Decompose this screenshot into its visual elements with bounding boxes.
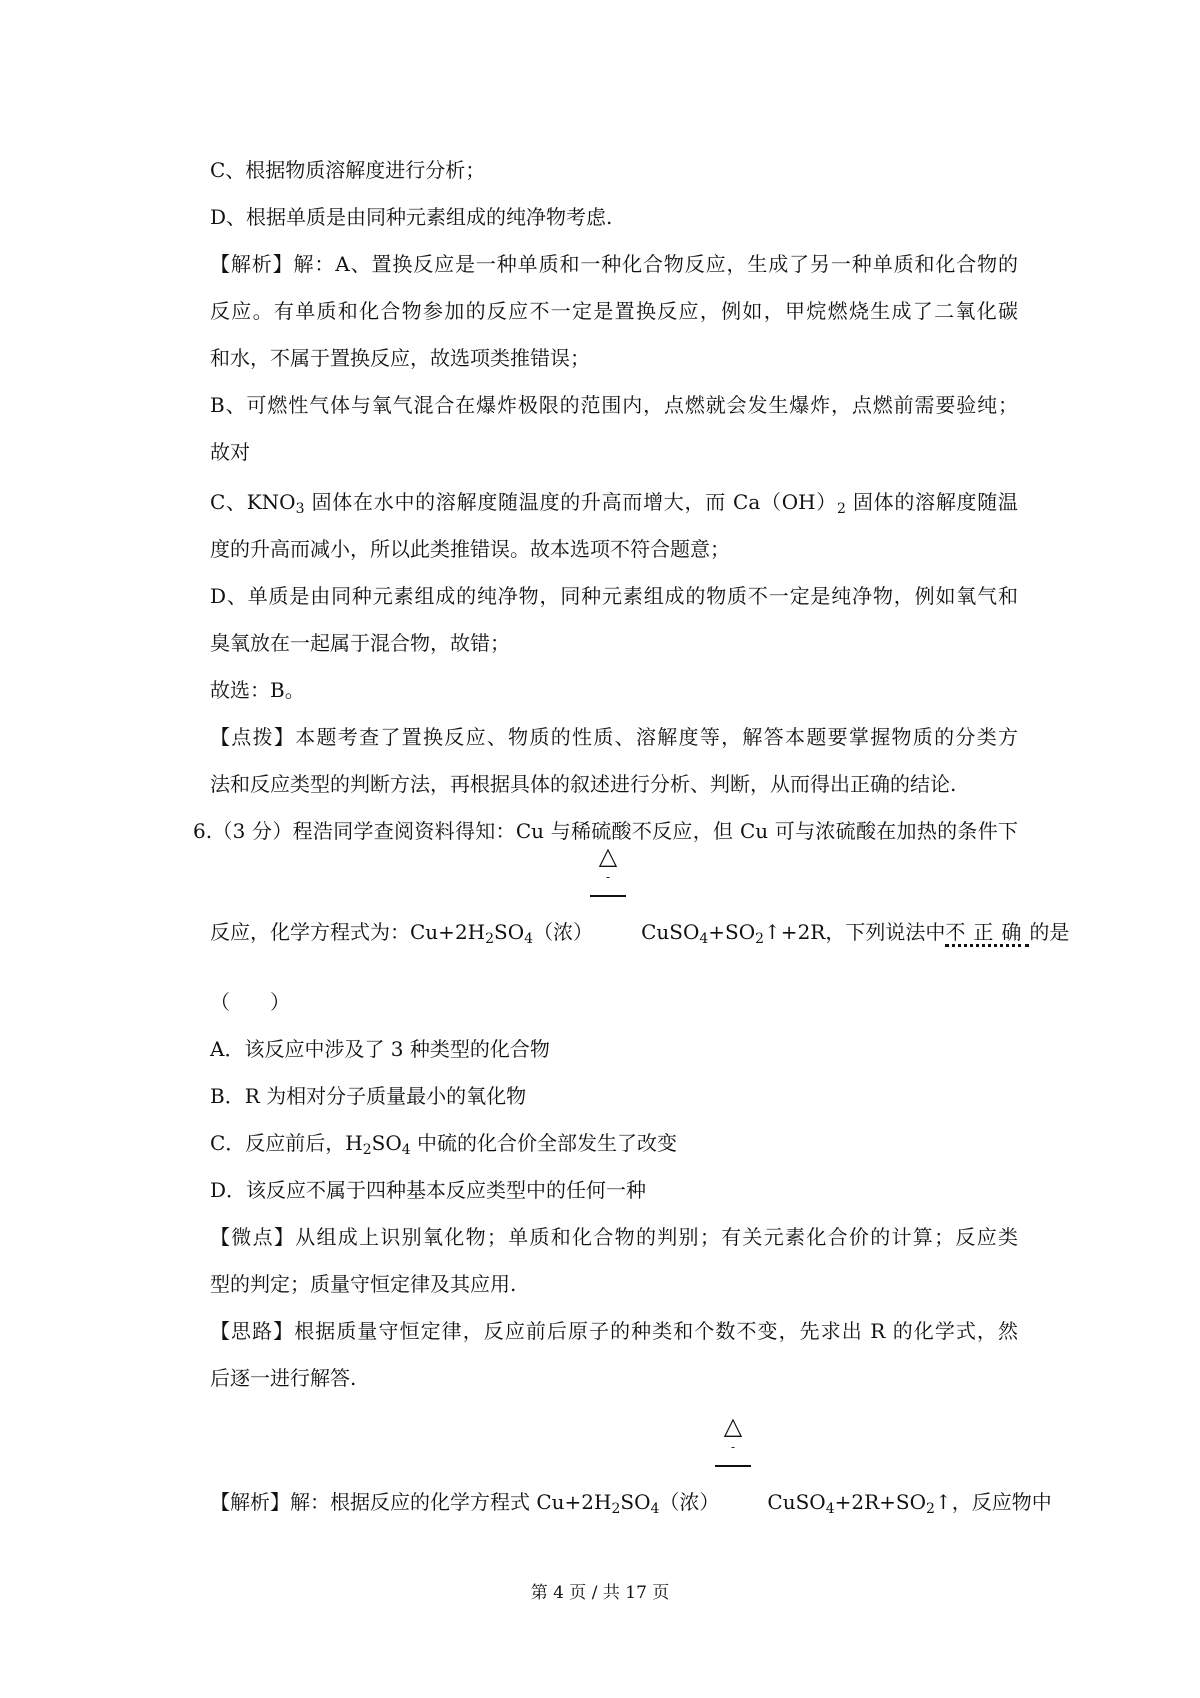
page-footer: 第 4 页 / 共 17 页 <box>530 1583 670 1603</box>
dash-mark: - <box>605 870 611 884</box>
analysis-line: 【解析】解：A、置换反应是一种单质和一种化合物反应，生成了另一种单质和化合物的 <box>210 252 1018 276</box>
answer-brackets: （ ） <box>210 990 290 1014</box>
dash-mark: - <box>730 1440 736 1454</box>
option-d: D．该反应不属于四种基本反应类型中的任何一种 <box>210 1178 647 1202</box>
text-line: 故对 <box>210 440 250 464</box>
tip-line: 【点拨】本题考查了置换反应、物质的性质、溶解度等，解答本题要掌握物质的分类方 <box>210 725 1018 749</box>
text-line: C、根据物质溶解度进行分析； <box>210 158 486 182</box>
equation-line: 反应，化学方程式为：$Cu+2H_2SO_4$（浓） $CuSO_4+SO_2↑+2R$，下列说法中不正确的是 <box>210 920 1070 947</box>
text-line: 反应。有单质和化合物参加的反应不一定是置换反应，例如，甲烷燃烧生成了二氧化碳 <box>210 299 1018 323</box>
analysis-equation-line: 【解析】解：根据反应的化学方程式 $Cu+2H_2SO_4$（浓） $CuSO_4+2R+SO_2↑$，反应物中 <box>210 1490 1052 1517</box>
triangle-heat-symbol: △ <box>598 842 618 870</box>
text-line: 法和反应类型的判断方法，再根据具体的叙述进行分析、判断，从而得出正确的结论. <box>210 772 957 796</box>
text-line: 和水，不属于置换反应，故选项类推错误； <box>210 346 590 370</box>
reaction-bar <box>715 1465 751 1467</box>
text-line: D、根据单质是由同种元素组成的纯净物考虑. <box>210 205 613 229</box>
emphasis-not-correct: 不正确 <box>945 920 1029 947</box>
reaction-bar <box>590 895 626 897</box>
option-a: A．该反应中涉及了 3 种类型的化合物 <box>210 1037 550 1061</box>
text-line: 度的升高而减小，所以此类推错误。故本选项不符合题意； <box>210 537 730 561</box>
heating-condition <box>588 843 628 897</box>
keypoint-line: 【微点】从组成上识别氧化物；单质和化合物的判别；有关元素化合价的计算；反应类 <box>210 1225 1018 1249</box>
text-line: C、$KNO_3$ 固体在水中的溶解度随温度的升高而增大，而 $Ca(OH)_2$ 固体的溶解度随温 <box>210 490 1018 517</box>
triangle-heat-symbol: △ <box>723 1412 743 1440</box>
text-line: 后逐一进行解答. <box>210 1366 357 1390</box>
option-b: B．R 为相对分子质量最小的氧化物 <box>210 1084 527 1108</box>
option-c: C．反应前后，$H_2SO_4$ 中硫的化合价全部发生了改变 <box>210 1131 678 1158</box>
text-line: 臭氧放在一起属于混合物，故错； <box>210 631 510 655</box>
text-line: 型的判定；质量守恒定律及其应用. <box>210 1272 517 1296</box>
text-line: B、可燃性气体与氧气混合在爆炸极限的范围内，点燃就会发生爆炸，点燃前需要验纯； <box>210 393 1018 417</box>
approach-line: 【思路】根据质量守恒定律，反应前后原子的种类和个数不变，先求出 R 的化学式，然 <box>210 1319 1018 1343</box>
text-line: 故选：B。 <box>210 678 305 702</box>
text-line: D、单质是由同种元素组成的纯净物，同种元素组成的物质不一定是纯净物，例如氧气和 <box>210 584 1018 608</box>
heating-condition <box>713 1413 753 1467</box>
question-6-stem: 6.（3 分）程浩同学查阅资料得知：Cu 与稀硫酸不反应，但 Cu 可与浓硫酸在加热的条件下 <box>193 819 1018 843</box>
